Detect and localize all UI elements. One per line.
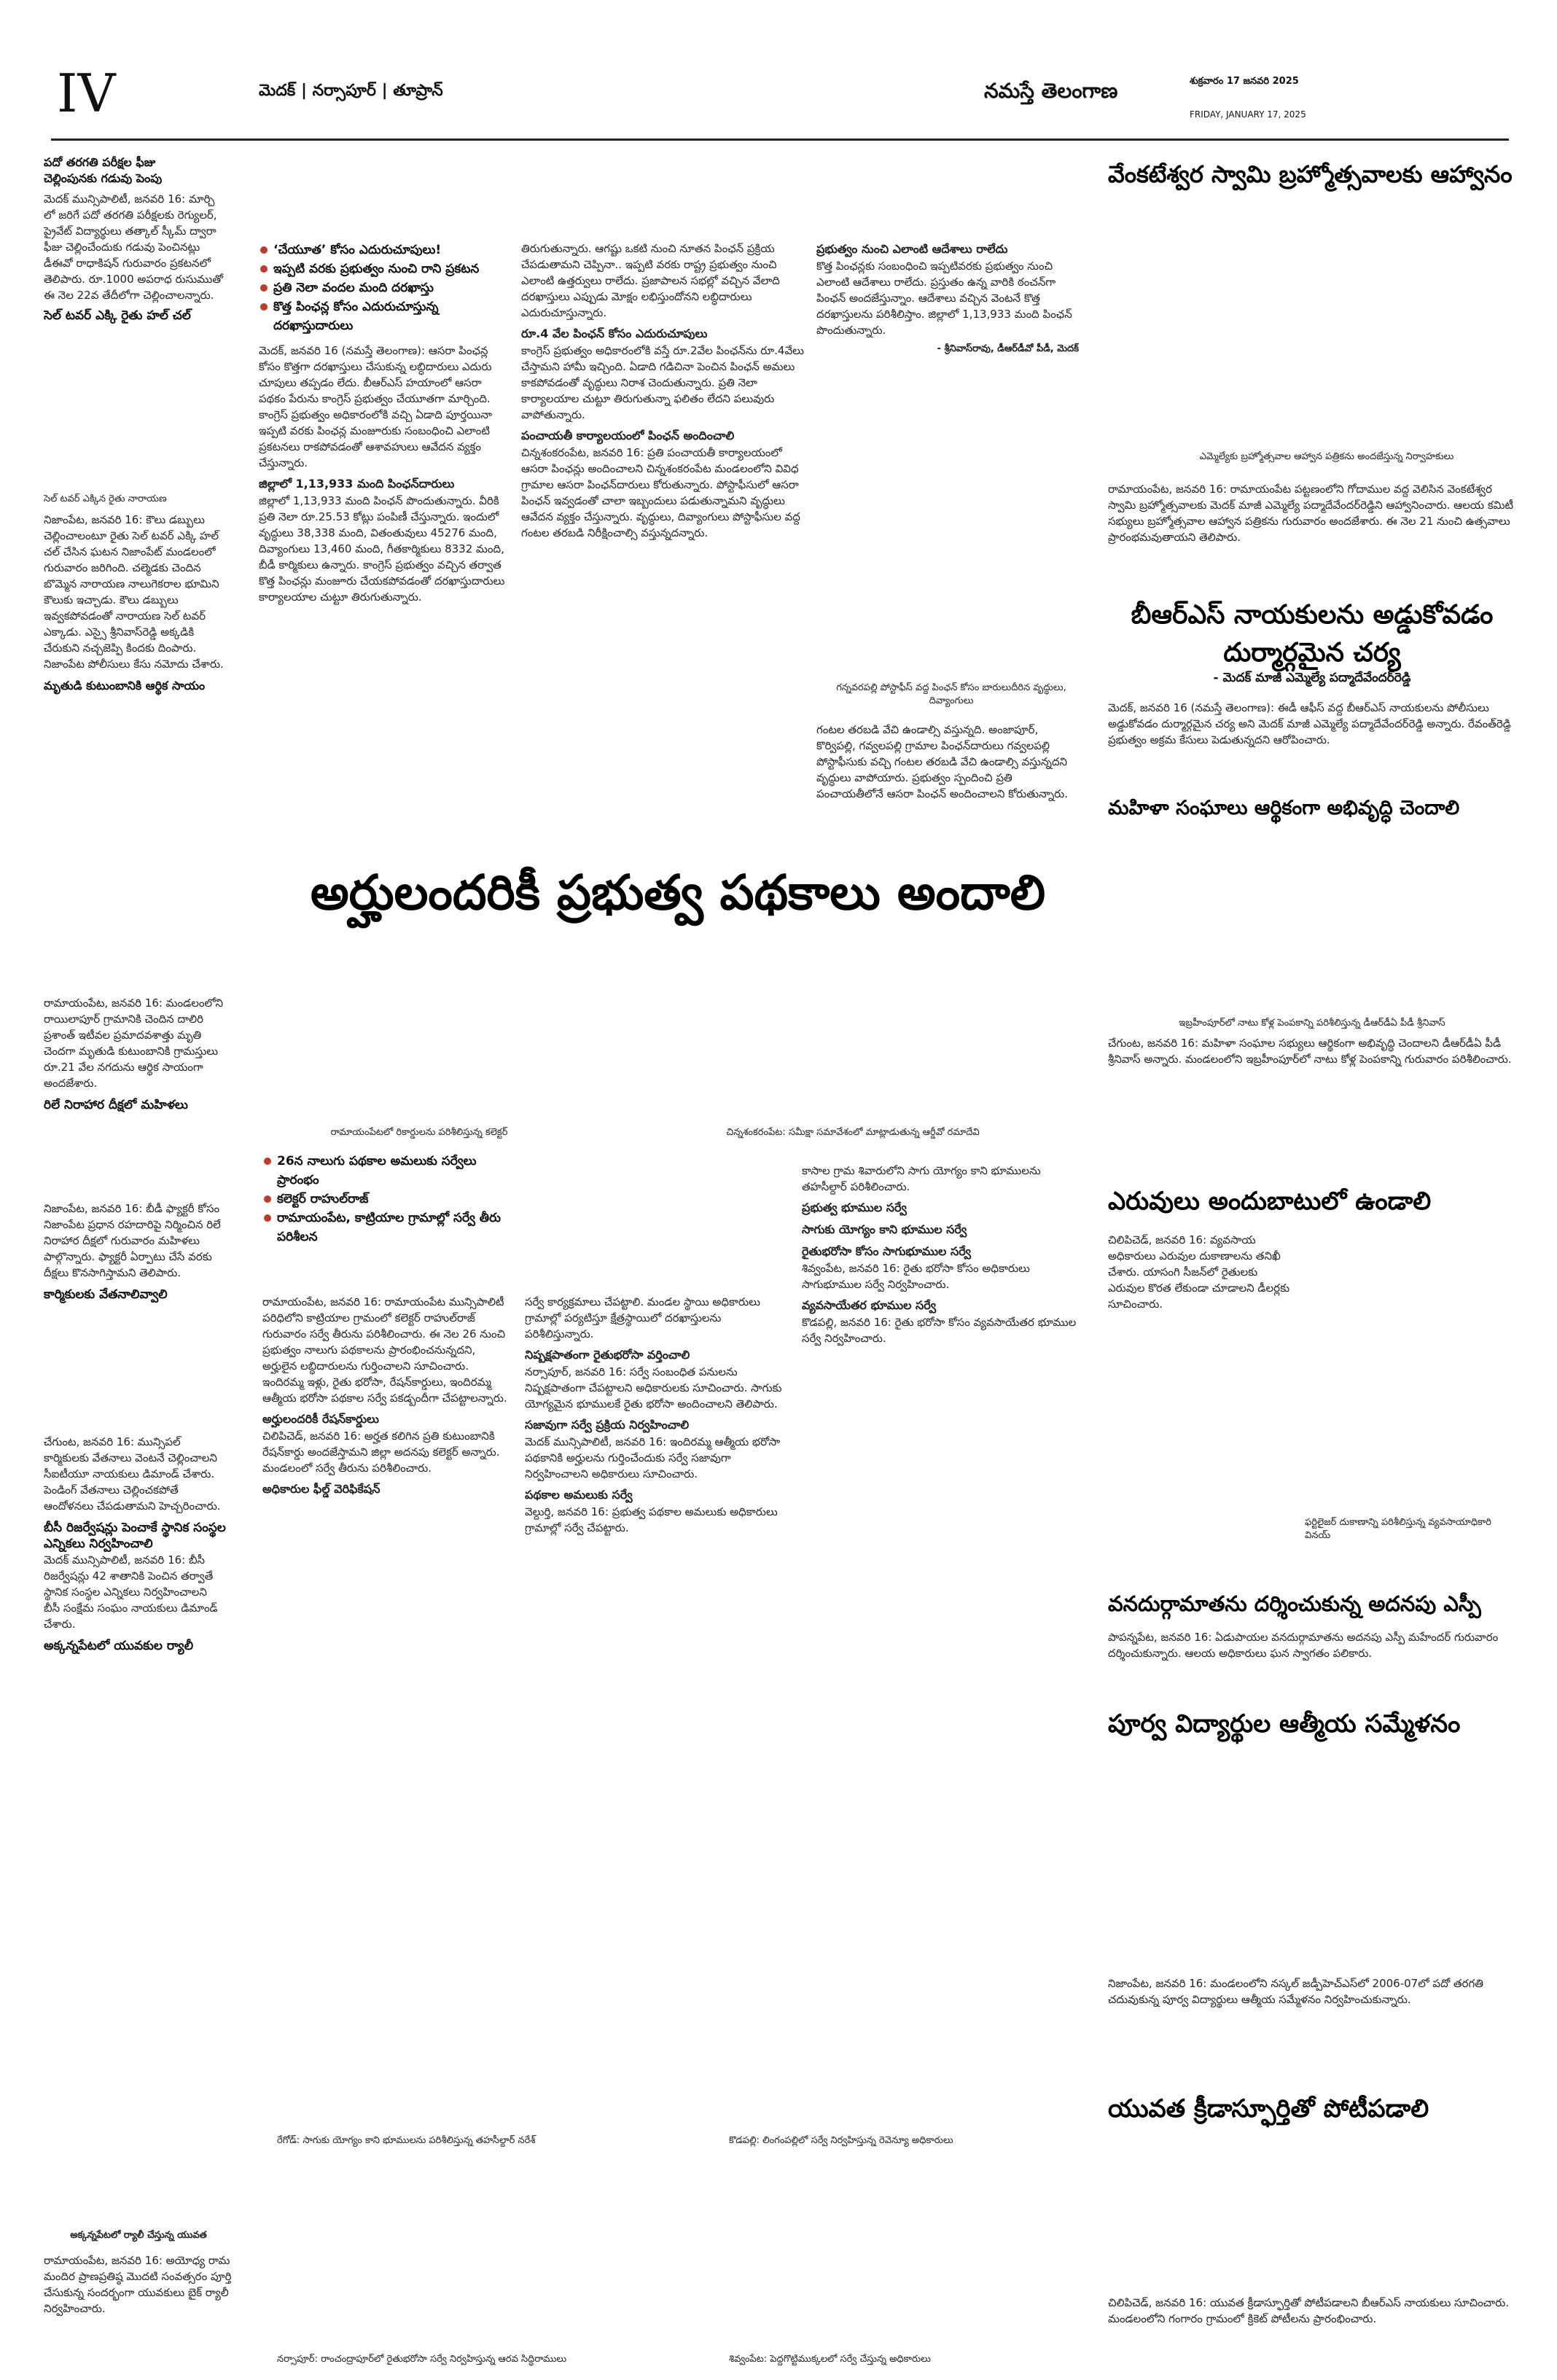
mid-col3 [802, 1163, 1079, 1884]
mid-body5: మెదక్ మున్సిపాలిటీ, జనవరి 16: ఇందిరమ్మ ఆత్మీయ భరోసా పథకానికి అర్హులను గుర్తించేందుకు సర్వే సజావుగా నిర్వహించాలని అధికారులు సూచించారు. [525, 1435, 781, 1480]
left-cap1: సెల్ టవర్ ఎక్కిన రైతు నారాయణ [44, 493, 167, 504]
mid-bullet: కలెక్టర్ రాహుల్‌రాజ్ [262, 1190, 510, 1209]
ll-h2: కార్మికులకు వేతనాలివ్వాలి [44, 1287, 168, 1302]
lr-body5: చిలిపిచెడ్, జనవరి 16: యువత క్రీడాస్ఫూర్తితో పోటీపడాలని బీఆర్‌ఎస్ నాయకులు సూచించారు. మండలంలోని గంగారం గ్రామంలో క్రికెట్ పోటీలను ప్రారంభించారు. [1108, 2296, 1510, 2325]
mid-body3: సర్వే కార్యక్రమాలు చేపట్టాలి. మండల స్థాయి అధికారులు గ్రామాల్లో పర్యటిస్తూ క్షేత్రస్థాయిలో దరఖాస్తులను పరిశీలిస్తున్నారు. [525, 1295, 760, 1341]
lr-body3-wrap [1108, 1629, 1516, 1695]
right-photo-caption: ఎమ్మెల్యేకు బ్రహ్మోత్సవాల ఆహ్వాన పత్రికను అందజేస్తున్న నిర్వాహకులు [1199, 451, 1454, 462]
lead-bullet: కొత్త పింఛన్ల కోసం ఎదురుచూస్తున్న దరఖాస్తుదారులు [259, 297, 507, 335]
mid-caption-5: నర్సాపూర్: రాంచంద్రాపూర్‌లో రైతుభరోసా సర్వే నిర్వహిస్తున్న ఆరవ సిద్ధిరాములు [277, 2354, 567, 2365]
lead-col1 [259, 343, 507, 846]
mid-col1 [262, 1294, 510, 1884]
lr-body3: పాపన్నపేట, జనవరి 16: ఏడుపాయల వనదుర్గామాతను అదనపు ఎస్పీ మహేందర్ గురువారం దర్శించుకున్నారు. ఆలయ అధికారులు ఘన స్వాగతం పలికారు. [1108, 1631, 1499, 1660]
ll-h3: బీసీ రిజర్వేషన్లు పెంచాకే స్థానిక సంస్థల ఎన్నికలు నిర్వహించాలి [44, 1521, 226, 1551]
mid-bullet: 26న నాలుగు పథకాల అమలుకు సర్వేలు ప్రారంభం [262, 1152, 510, 1190]
left-body1: మెదక్ మున్సిపాలిటీ, జనవరి 16: మార్చి లో జరిగే పదో తరగతి పరీక్షలకు రెగ్యులర్, ప్రైవేట్ విద్యార్థులు తత్కాల్ స్కీమ్ ద్వారా ఫీజు చెల్లించేందుకు గడువు పెంచినట్లు డీఈవో రాధాకిషన్ గురువారం ప్రకటనలో తెలిపారు. రూ.1000 అపరాధ రుసుముతో ఈ నెల 22వ తేదీలోగా చెల్లించాలన్నారు. [44, 192, 223, 302]
lr-body2-wrap [1108, 1232, 1290, 1531]
lead-col3 [816, 241, 1079, 510]
mid-body2: చిలిపిచెడ్, జనవరి 16: అర్హత కలిగిన ప్రతి కుటుంబానికి రేషన్‌కార్డు అందజేస్తామని జిల్లా అదనపు కలెక్టర్ అన్నారు. మండలంలో సర్వే తీరును పరిశీలించారు. [262, 1429, 500, 1475]
lead-body-g: గంటల తరబడి వేచి ఉండాల్సి వస్తున్నది. అంజాపూర్, కొర్విపల్లి, గవ్వలపల్లి గ్రామాల పింఛన్‌దారులు గవ్వలపల్లి పోస్టాఫీసుకు వచ్చి గంటల తరబడి వేచి ఉండాల్సి వస్తున్నదని వృద్ధులు వాపోయారు. ప్రభుత్వం స్పందించి ప్రతి పంచాయతీలోనే ఆసరా పింఛన్ అందించాలని కోరుతున్నారు. [816, 723, 1069, 800]
lr-body4: నిజాంపేట, జనవరి 16: మండలంలోని నస్కల్ జడ్పీహెచ్ఎస్‌లో 2006-07లో పదో తరగతి చదువుకున్న పూర్వ విద్యార్థులు ఆత్మీయ సమ్మేళనం నిర్వహించుకున్నారు. [1108, 1977, 1483, 2006]
lr-body4-wrap [1108, 1975, 1516, 2085]
photo-space [44, 1303, 226, 1434]
lead-sub-d: ప్రభుత్వం నుంచి ఎలాంటి ఆదేశాలు రాలేదు [816, 242, 1008, 256]
lead-sub-a: జిల్లాలో 1,13,933 మంది పింఛన్‌దారులు [259, 477, 455, 491]
mid-sub3: నిష్పక్షపాతంగా రైతుభరోసా వర్తించాలి [525, 1348, 690, 1362]
masthead: నమస్తే తెలంగాణ [984, 79, 1118, 103]
mid-sub7: రైతుభరోసా కోసం సాగుభూముల సర్వే [802, 1244, 972, 1258]
ll-h1: రిలే నిరాహార దీక్షలో మహిళలు [44, 1098, 188, 1112]
left-body2: నిజాంపేట, జనవరి 16: కౌలు డబ్బులు చెల్లించాలంటూ రైతు సెల్ టవర్ ఎక్కి హల్ చల్ చేసిన ఘటన నిజాంపేట్ మండలంలో గురువారం జరిగింది. చల్మెడకు చెందిన బొమ్మెన నారాయణ నాలుగెకరాల భూమిని కౌలుకు ఇచ్చాడు. కౌలు డబ్బులు ఇవ్వకపోవడంతో నారాయణ సెల్ టవర్ ఎక్కాడు. ఎస్సై శ్రీనివాస్‌రెడ్డి అక్కడికి చేరుకుని నచ్చజెప్పి కిందకు దింపారు. నిజాంపేట పోలీసులు కేసు నమోదు చేశారు. [44, 513, 224, 671]
lead-col2 [521, 241, 805, 846]
left-h2: సెల్ టవర్ ఎక్కి రైతు హల్ చల్ [44, 308, 191, 323]
lr-caption-2: ఫర్టిలైజర్ దుకాణాన్ని పరిశీలిస్తున్న వ్యవసాయాధికారి వినయ్ [1305, 1517, 1492, 1541]
lead-body-b: జిల్లాలో 1,13,933 మంది పింఛన్ పొందుతున్నారు. వీరికి ప్రతి నెలా రూ.25.53 కోట్లు పంపిణీ చేస్తున్నారు. ఇందులో వృద్ధులు 38,338 మంది, వితంతువులు 45276 మంది, దివ్యాంగులు 13,460 మంది, గీతకార్మికులు 8332 మంది, బీడీ కార్మికులు ఉన్నారు. కాంగ్రెస్ ప్రభుత్వం వచ్చిన తర్వాత కొత్త పింఛన్లు మంజూరు చేయకపోవడంతో దరఖాస్తుదారులు కార్యాలయాల చుట్టూ తిరుగుతున్నారు. [259, 494, 505, 604]
mid-body1: రామాయంపేట, జనవరి 16: రామాయంపేట మున్సిపాలిటీ పరిధిలోని కాట్రియాల గ్రామంలో కలెక్టర్ రాహుల్‌రాజ్ గురువారం సర్వే తీరును పరిశీలించారు. ఈ నెల 26 నుంచి ప్రభుత్వం నాలుగు పథకాలను ప్రారంభించనున్నదని, అర్హులైన లబ్ధిదారులను గుర్తించాలని సూచించారు. ఇందిరమ్మ ఇళ్లు, రైతు భరోసా, రేషన్‌కార్డులు, ఇందిరమ్మ ఆత్మీయ భరోసా పథకాల సర్వే పకడ్బందీగా చేపట్టాలన్నారు. [262, 1295, 507, 1405]
mid-sub1: అర్హులందరికీ రేషన్‌కార్డులు [262, 1412, 379, 1426]
right-h2: బీఆర్‌ఎస్ నాయకులను అడ్డుకోవడం దుర్మార్గమైన చర్య [1131, 600, 1494, 668]
mid-col2 [525, 1294, 787, 1884]
right-body1: రామాయంపేట, జనవరి 16: రామాయంపేట పట్టణంలోని గోదాముల వద్ద వెలిసిన వెంకటేశ్వర స్వామి బ్రహ్మోత్సవాలకు మెదక్ మాజీ ఎమ్మెల్యే పద్మాదేవేందర్‌రెడ్డిని ఆహ్వానించారు. ఆలయ కమిటీ సభ్యులు బ్రహ్మోత్సవాల ఆహ్వాన పత్రికను గురువారం అందజేశారు. ఈ నెల 21 నుంచి ఉత్సవాలు ప్రారంభమవుతాయని తెలిపారు. [1108, 483, 1514, 544]
lr-h4: యువత క్రీడాస్ఫూర్తితో పోటీపడాలి [1108, 2094, 1429, 2123]
lr-body1-wrap [1108, 1035, 1516, 1137]
mid-body4: నర్సాపూర్, జనవరి 16: సర్వే సంబంధిత పనులను నిష్పక్షపాతంగా చేపట్టాలని అధికారులకు సూచించారు. సాగుకు యోగ్యమైన భూములకే రైతు భరోసా అందించాలని తెలిపారు. [525, 1365, 782, 1411]
left-column-top [44, 155, 226, 1051]
mid-body6: వెల్దుర్తి, జనవరి 16: ప్రభుత్వ పథకాల అమలుకు అధికారులు గ్రామాల్లో సర్వే చేపట్టారు. [525, 1505, 778, 1534]
lead-bullet: ఇప్పటి వరకు ప్రభుత్వం నుంచి రాని ప్రకటన [259, 260, 507, 278]
lead-body-e: చిన్నశంకరంపేట, జనవరి 16: ప్రతి పంచాయతీ కార్యాలయంలో ఆసరా పింఛన్లు అందించాలని చిన్నశంకరంపేట మండలంలోని వివిధ గ్రామాల ఆసరా పింఛన్‌దారులు కోరుతున్నారు. పోస్టాఫీసులో ఆసరా పింఛన్ ఇవ్వడంతో చాలా ఇబ్బందులు పడుతున్నామని వృద్ధులు ఆవేదన వ్యక్తం చేస్తున్నారు. వృద్ధులు, దివ్యాంగులు పోస్టాఫీసుల వద్ద గంటల తరబడి నిరీక్షించాల్సి వస్తున్నదన్నారు. [521, 446, 800, 539]
photo-space [44, 324, 226, 491]
mid-caption-6: శివ్వంపేట: పెద్దగొట్టిముక్కలలో సర్వే చేస్తున్న అధికారులు [729, 2354, 931, 2365]
right-body1-wrap [1108, 481, 1516, 590]
header-rule [51, 138, 1509, 141]
photo-space [44, 1113, 226, 1201]
lr-h2: వనదుర్గామాతను దర్శించుకున్న అదనపు ఎస్పీ [1108, 1591, 1481, 1616]
lead-photo-caption: గన్నవరపల్లి పోస్టాఫీస్ వద్ద పింఛన్ కోసం బారులుదీరిన వృద్ధులు, దివ్యాంగులు [836, 682, 1066, 706]
ll-body1: రామాయంపేట, జనవరి 16: మండలంలోని రాయిలాపూర్ గ్రామానికి చెందిన దాలిరి ప్రశాంత్ ఇటీవల ప్రమాదవశాత్తు మృతి చెందగా మృతుడి కుటుంబానికి గ్రామస్తులు రూ.21 వేల నగదును ఆర్థిక సాయంగా అందజేశారు. [44, 996, 224, 1090]
lead-headline: అర్హులందరికీ ప్రభుత్వ పథకాలు అందాలి [310, 865, 1046, 921]
lr-body1: చేగుంట, జనవరి 16: మహిళా సంఘాల సభ్యులు ఆర్థికంగా అభివృద్ధి చెందాలని డీఆర్‌డీఏ పీడీ శ్రీనివాస్ అన్నారు. మండలంలోని ఇబ్రహీంపూర్‌లో నాటు కోళ్ల పెంపకాన్ని గురువారం పరిశీలించారు. [1108, 1037, 1512, 1066]
mid-caption-4: కొడపల్లి: లింగంపల్లిలో సర్వే నిర్వహిస్తున్న రెవెన్యూ అధికారులు [729, 2135, 953, 2146]
lead-body-a: మెదక్, జనవరి 16 (నమస్తే తెలంగాణ): ఆసరా పింఛన్ల కోసం కొత్తగా దరఖాస్తులు చేసుకున్న లబ్ధిదారులు ఎదురు చూపులు తప్పడం లేదు. బీఆర్‌ఎస్ హయాంలో ఆసరా పథకం పేరును కాంగ్రెస్ ప్రభుత్వం చేయూతగా మార్చింది. కాంగ్రెస్ ప్రభుత్వం అధికారంలోకి వచ్చి ఏడాది పూర్తయినా ఇప్పటి వరకు పింఛన్ల మంజూరుకు సంబంధించి ఎలాంటి ప్రకటనలు రాకపోవడంతో ఆశావహులు ఆవేదన వ్యక్తం చేస్తున్నారు. [259, 344, 492, 469]
mid-body9: కొడపల్లి, జనవరి 16: రైతు భరోసా కోసం వ్యవసాయేతర భూముల సర్వే నిర్వహించారు. [802, 1316, 1077, 1345]
right-body2: మెదక్, జనవరి 16 (నమస్తే తెలంగాణ): ఈడీ ఆఫీస్ వద్ద బీఆర్‌ఎస్ నాయకులను పోలీసులు అడ్డుకోవడం దుర్మార్గమైన చర్య అని మెదక్ మాజీ ఎమ్మెల్యే పద్మాదేవేందర్‌రెడ్డి అన్నారు. రేవంత్‌రెడ్డి ప్రభుత్వం అక్రమ కేసులు పెడుతున్నదని ఆరోపించారు. [1108, 701, 1511, 746]
mid-sub6: ప్రభుత్వ భూముల సర్వే [802, 1201, 907, 1214]
lead-bullets [259, 241, 507, 335]
mid-body7: కాసాల గ్రామ శివారులోని సాగు యోగ్యం కాని భూములను తహసీల్దార్ పరిశీలించారు. [802, 1164, 1041, 1193]
lead-body-d: కాంగ్రెస్ ప్రభుత్వం అధికారంలోకి వస్తే రూ.2వేల పింఛన్‌ను రూ.4వేలు చేస్తామని హామీ ఇచ్చింది. ఏడాది గడిచినా పెంచిన పింఛన్ అమలు కాకపోవడంతో వృద్ధులు నిరాశ చెందుతున్నారు. ప్రతి నెలా కార్యాలయాల చుట్టూ తిరుగుతున్నా ఫలితం లేదని పలువురు వాపోతున్నారు. [521, 344, 804, 421]
date-english: FRIDAY, JANUARY 17, 2025 [1190, 109, 1306, 120]
mid-sub8: వ్యవసాయేతర భూముల సర్వే [802, 1298, 937, 1312]
left-h1: పదో తరగతి పరీక్షల ఫీజు [44, 155, 156, 169]
mid-sub5: పథకాల అమలుకు సర్వే [525, 1488, 633, 1502]
mid-caption-1: రామాయంపేటలో రికార్డులను పరిశీలిస్తున్న కలెక్టర్ [330, 1127, 508, 1138]
left-h1b: చెల్లింపునకు గడువు పెంపు [44, 171, 163, 185]
right-h2-by: - మెదక్ మాజీ ఎమ్మెల్యే పద్మాదేవేందర్‌రెడ్డి [1213, 671, 1411, 685]
mid-body8: శివ్వంపేట, జనవరి 16: రైతు భరోసా కోసం అధికారులు సాగుభూముల సర్వే నిర్వహించారు. [802, 1262, 1030, 1291]
left-h3: మృతుడి కుటుంబానికి ఆర్థిక సాయం [44, 679, 206, 692]
ll-body2: నిజాంపేట, జనవరి 16: బీడీ ఫ్యాక్టరీ కోసం నిజాంపేట ప్రధాన రహదారిపై నిర్మించిన రిలే నిరాహార దీక్షలో గురువారం మహిళలు పాల్గొన్నారు. ఫ్యాక్టరీ ఏర్పాటు చేసే వరకు దీక్షలు కొనసాగిస్తామని తెలిపారు. [44, 1202, 221, 1279]
date-telugu: శుక్రవారం 17 జనవరి 2025 [1190, 76, 1299, 87]
lead-bullet: ప్రతి నెలా వందల మంది దరఖాస్తు [259, 278, 507, 297]
ll-h4: అక్కన్నపేటలో యువకుల ర్యాలీ [44, 1639, 194, 1653]
lr-caption-1: ఇబ్రహీంపూర్‌లో నాటు కోళ్ల పెంపకాన్ని పరిశీలిస్తున్న డీఆర్‌డీఏ పీడీ శ్రీనివాస్ [1179, 1018, 1445, 1029]
mid-bullets [262, 1152, 510, 1246]
right-body2-wrap [1108, 700, 1516, 787]
lower-left-column [44, 995, 226, 2154]
lr-body5-wrap [1108, 2295, 1516, 2368]
bl-body: రామాయంపేట, జనవరి 16: అయోధ్య రామ మందిర ప్రాణప్రతిష్ఠ మొదటి సంవత్సరం పూర్తి చేసుకున్న సందర్భంగా యువకులు బైక్ ర్యాలీ నిర్వహించారు. [44, 2254, 232, 2315]
lead-col3b [816, 722, 1079, 846]
mid-bullet: రామాయంపేట, కాట్రియాల గ్రామాల్లో సర్వే తీరు పరిశీలన [262, 1209, 510, 1246]
lead-quote-by: - శ్రీనివాస్‌రావు, డీఆర్‌డీవో పీడీ, మెదక్ [937, 343, 1079, 354]
mid-sub4: సజావుగా సర్వే ప్రక్రియ నిర్వహించాలి [525, 1418, 690, 1432]
bl-body-wrap [44, 2252, 233, 2376]
lead-bullet: ‘చేయూత’ కోసం ఎదురుచూపులు! [259, 241, 507, 260]
mid-caption-2: చిన్నశంకరంపేట: సమీక్షా సమావేశంలో మాట్లాడుతున్న ఆర్డీవో రమాదేవి [726, 1127, 980, 1138]
right-h3: మహిళా సంఘాలు ఆర్థికంగా అభివృద్ధి చెందాలి [1108, 797, 1460, 819]
mid-sub2: అధికారుల ఫీల్డ్ వెరిఫికేషన్ [262, 1482, 381, 1496]
lr-h1: ఎరువులు అందుబాటులో ఉండాలి [1108, 1187, 1432, 1216]
bl-caption: అక్కన్నపేటలో ర్యాలీ చేస్తున్న యువత [70, 2230, 207, 2241]
lead-body-f: కొత్త పింఛన్లకు సంబంధించి ఇప్పటివరకు ప్రభుత్వం నుంచి ఎలాంటి ఆదేశాలు రాలేదు. ప్రస్తుతం ఉన్న వారికి ఠంచన్‌గా పింఛన్ అందజేస్తున్నాం. ఆదేశాలు వచ్చిన వెంటనే కొత్త దరఖాస్తులను పరిశీలిస్తాం. జిల్లాలో 1,13,933 మంది పింఛన్ పొందుతున్నారు. [816, 260, 1072, 337]
ll-body3: చేగుంట, జనవరి 16: మున్సిపల్ కార్మికులకు వేతనాలు వెంటనే చెల్లించాలని సీఐటీయూ నాయకులు డిమాండ్ చేశారు. పెండింగ్ వేతనాలు చెల్లించకపోతే ఆందోళనలు చేపడుతామని హెచ్చరించారు. [44, 1435, 221, 1513]
section-tags: మెదక్ | నర్సాపూర్ | తూప్రాన్ [259, 82, 443, 100]
lead-body-c: తిరుగుతున్నారు. ఆగష్టు ఒకటి నుంచి నూతన పింఛన్ ప్రక్రియ చేపడుతామని చెప్పినా.. ఇప్పటి వరకు రాష్ట్ర ప్రభుత్వం నుంచి ఎలాంటి ఉత్తర్వులు రాలేదు. ప్రజాపాలన సభల్లో వచ్చిన వేలాది దరఖాస్తులు ఎప్పుడు మోక్షం లభిస్తుందోనని లబ్ధిదారులు ఎదురుచూస్తున్నారు. [521, 242, 780, 319]
mid-caption-3: రేగోడ్: సాగుకు యోగ్యం కాని భూములను పరిశీలిస్తున్న తహసీల్దార్ నరేశ్ [277, 2135, 536, 2146]
ll-body4: మెదక్ మున్సిపాలిటీ, జనవరి 16: బీసీ రిజర్వేషన్లు 42 శాతానికి పెంచిన తర్వాతే స్థానిక సంస్థల ఎన్నికలు నిర్వహించాలని బీసీ సంక్షేమ సంఘం నాయకులు డిమాండ్ చేశారు. [44, 1553, 218, 1631]
right-h1: వేంకటేశ్వర స్వామి బ్రహ్మోత్సవాలకు ఆహ్వానం [1108, 160, 1513, 188]
lr-h3: పూర్వ విద్యార్థుల ఆత్మీయ సమ్మేళనం [1108, 1709, 1461, 1739]
lead-sub-c: పంచాయతీ కార్యాలయంలో పింఛన్ అందించాలి [521, 429, 735, 442]
lr-body2: చిలిపిచెడ్, జనవరి 16: వ్యవసాయ అధికారులు ఎరువుల దుకాణాలను తనిఖీ చేశారు. యాసంగి సీజన్‌లో రైతులకు ఎరువుల కొరత లేకుండా చూడాలని డీలర్లకు సూచించారు. [1108, 1233, 1290, 1311]
mid-sub9: సాగుకు యోగ్యం కాని భూముల సర్వే [802, 1222, 967, 1236]
page-number: IV [57, 63, 116, 124]
lead-sub-b: రూ.4 వేల పింఛన్ కోసం ఎదురుచూపులు [521, 327, 708, 340]
